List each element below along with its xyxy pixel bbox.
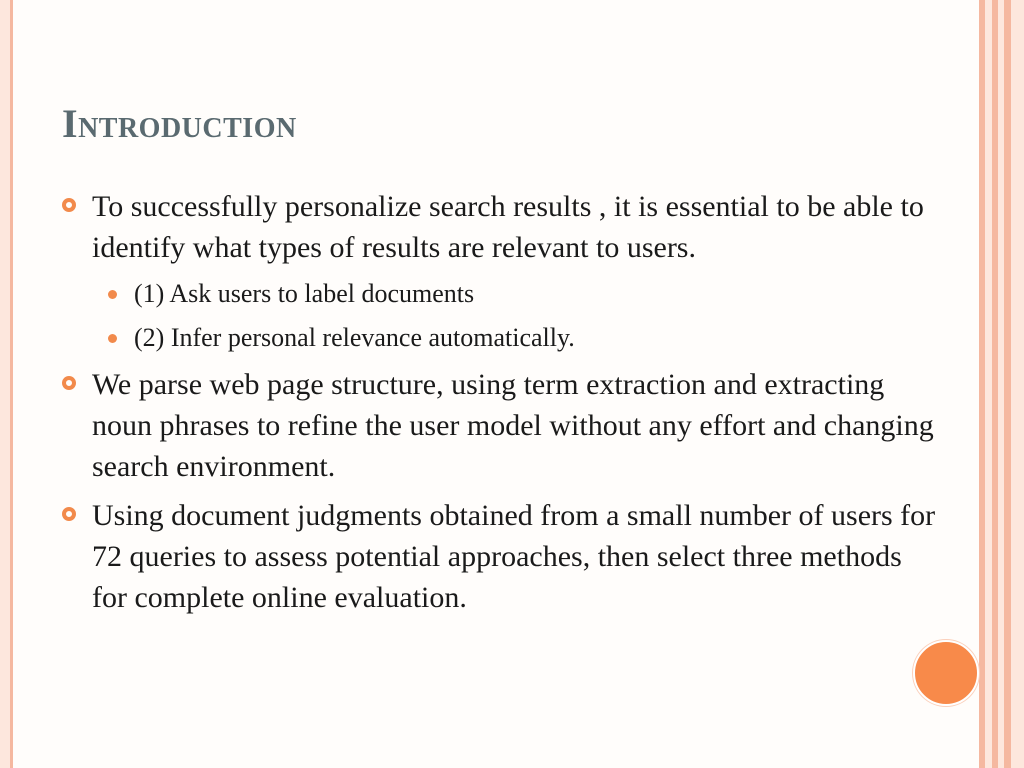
slide-content bbox=[62, 186, 942, 626]
bullet-text: We parse web page structure, using term extraction and extracting noun phrases to refine the user model without any effort and changing search environment. bbox=[92, 368, 934, 483]
right-border-stripe bbox=[1011, 0, 1024, 768]
orange-ring-bullet-icon bbox=[62, 507, 76, 521]
bullet-item bbox=[62, 364, 942, 487]
bullet-text: To successfully personalize search results , it is essential to be able to identify what types of results are relevant to users. bbox=[92, 190, 924, 264]
sub-bullet-text: (1) Ask users to label documents bbox=[134, 279, 475, 308]
bullet-text: Using document judgments obtained from a small number of users for 72 queries to assess potential approaches, then select three methods for complete online evaluation. bbox=[92, 499, 936, 614]
orange-dot-bullet-icon bbox=[108, 290, 117, 299]
sub-bullet-item bbox=[62, 276, 942, 312]
slide-title: Introduction bbox=[62, 101, 297, 146]
sub-bullet-list bbox=[62, 276, 942, 356]
orange-ring-bullet-icon bbox=[62, 376, 76, 390]
right-border-stripe bbox=[985, 0, 992, 768]
sub-bullet-text: (2) Infer personal relevance automatically. bbox=[134, 323, 575, 352]
bullet-item bbox=[62, 495, 942, 618]
bullet-item bbox=[62, 186, 942, 268]
sub-bullet-item bbox=[62, 320, 942, 356]
orange-circle-decoration bbox=[913, 640, 979, 706]
right-border-stripe bbox=[1004, 0, 1011, 768]
orange-dot-bullet-icon bbox=[108, 334, 117, 343]
left-border-decoration bbox=[0, 0, 13, 768]
orange-ring-bullet-icon bbox=[62, 198, 76, 212]
